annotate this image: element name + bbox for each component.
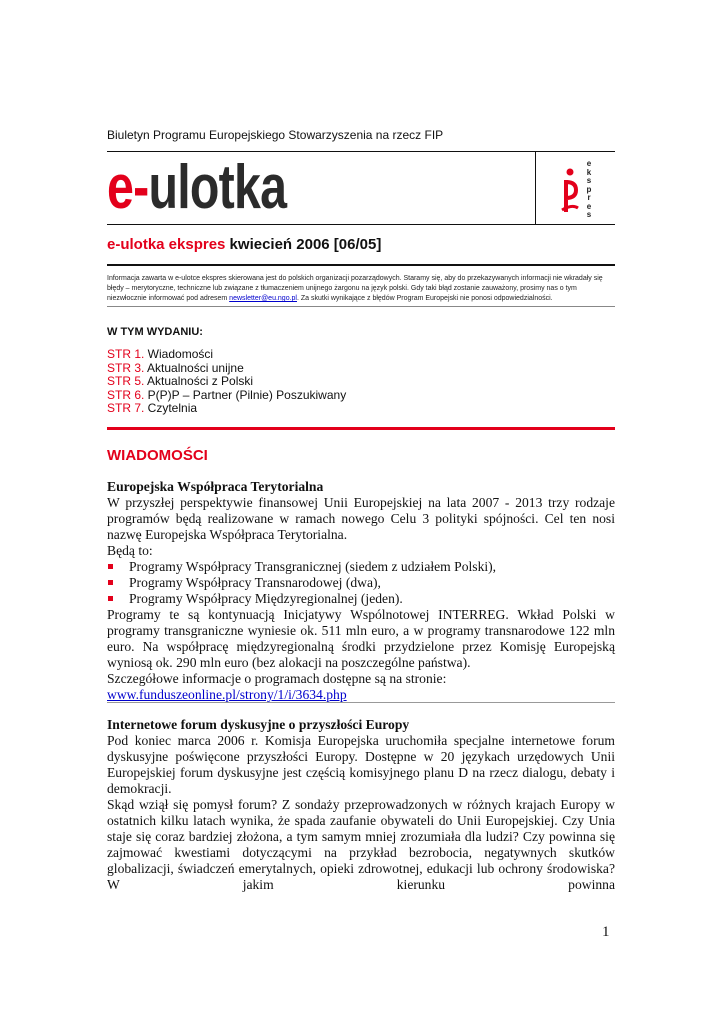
- article-paragraph: Szczegółowe informacje o programach dostępne są na stronie:: [107, 671, 447, 686]
- article-title: Internetowe forum dyskusyjne o przyszłości Europy: [107, 717, 410, 732]
- bulletin-supertitle: Biuletyn Programu Europejskiego Stowarzyszenia na rzecz FIP: [107, 128, 444, 142]
- table-of-contents: [107, 348, 346, 416]
- issue-title: e-ulotka ekspres kwiecień 2006 [06/05]: [107, 236, 382, 253]
- article-paragraph: Skąd wziął się pomysł forum? Z sondaży przeprowadzonych w różnych krajach Europy w ostatnich kilku latach wynika, że spada zaufanie obywateli do Unii Europejskiej. Czy Unia staje się coraz bardziej złożona, a tym samym mniej zrozumiała dla ludzi? Czy powinna się zajmować kwestiami dotyczącymi na przykład bezrobocia, negatywnych skutków globalizacji, świadczeń emerytalnych, opieki zdrowotnej, edukacji lub ochrony środowiska? W jakim kierunku powinna: [107, 797, 615, 892]
- article-divider: [107, 702, 615, 703]
- masthead-divider: [535, 151, 536, 225]
- newsletter-email-link[interactable]: newsletter@eu.ngo.pl: [229, 295, 297, 302]
- funduszeonline-link[interactable]: www.funduszeonline.pl/strony/1/i/3634.php: [107, 687, 347, 702]
- article-paragraph: W przyszłej perspektywie finansowej Unii Europejskiej na lata 2007 - 2013 trzy rodzaje programów będą realizowane w ramach nowego Celu 3 polityki spójności. Cel ten nosi nazwę Europejska Współpraca Terytorialna.: [107, 495, 615, 542]
- list-item: Programy Współpracy Transnarodowej (dwa),: [107, 575, 615, 591]
- disclaimer-rule: [107, 306, 615, 307]
- article-ewt: [107, 479, 615, 703]
- bullet-icon: [108, 596, 113, 601]
- toc-item: STR 3. Aktualności unijne: [107, 360, 244, 375]
- ekspres-vertical-label: ekspres: [586, 159, 592, 219]
- masthead-bottom-rule: [107, 224, 615, 225]
- article-paragraph: Będą to:: [107, 543, 153, 558]
- toc-item: STR 6. P(P)P – Partner (Pilnie) Poszukiwany: [107, 387, 347, 402]
- bullet-icon: [108, 580, 113, 585]
- section-title: WIADOMOŚCI: [107, 447, 208, 464]
- article-title: Europejska Współpraca Terytorialna: [107, 479, 324, 494]
- list-item: Programy Współpracy Transgranicznej (siedem z udziałem Polski),: [107, 559, 615, 575]
- bullet-icon: [108, 564, 113, 569]
- article-paragraph: Pod koniec marca 2006 r. Komisja Europejska uruchomiła specjalne internetowe forum dyskusyjne poświęcone przyszłości Europy. Dostępne w 20 językach urzędowych Unii Europejskiej forum dyskusyjne jest częścią komisyjnego planu D na rzecz dialogu, debaty i demokracji.: [107, 733, 615, 796]
- section-red-rule: [107, 427, 615, 430]
- toc-heading: W TYM WYDANIU:: [107, 326, 203, 338]
- article-paragraph: Programy te są kontynuacją Inicjatywy Wspólnotowej INTERREG. Wkład Polski w programy transgraniczne wyniesie ok. 511 mln euro, a w programy transnarodowe 122 mln euro. Na współpracę międzyregionalną środki przydzielone przez Komisję Europejską wyniosą ok. 290 mln euro (bez alokacji na poszczególne państwa).: [107, 607, 615, 670]
- issue-rule: [107, 264, 615, 266]
- article-forum: [107, 717, 615, 893]
- list-item: Programy Współpracy Międzyregionalnej (jeden).: [107, 591, 615, 607]
- toc-item: STR 1. Wiadomości: [107, 347, 214, 361]
- toc-item: STR 5. Aktualności z Polski: [107, 374, 254, 388]
- e-ulotka-logo: e-ulotka: [107, 153, 287, 222]
- page-number: 1: [602, 924, 610, 940]
- disclaimer: Informacja zawarta w e-ulotce ekspres skierowana jest do polskich organizacji pozarządowych. Staramy się, aby do przekazywanych informacji nie wkradały się błędy – merytoryczne, techniczne lub związane z tłumaczeniem unijnego żargonu na język polski. Gdy taki błąd zostanie zauważony, prosimy nas o tym niezwłocznie informować pod adresem newsletter@eu.ngo.pl. Za skutki wynikające z błędów Program Europejski nie ponosi odpowiedzialności.: [107, 275, 603, 302]
- toc-item: STR 7. Czytelnia: [107, 401, 198, 415]
